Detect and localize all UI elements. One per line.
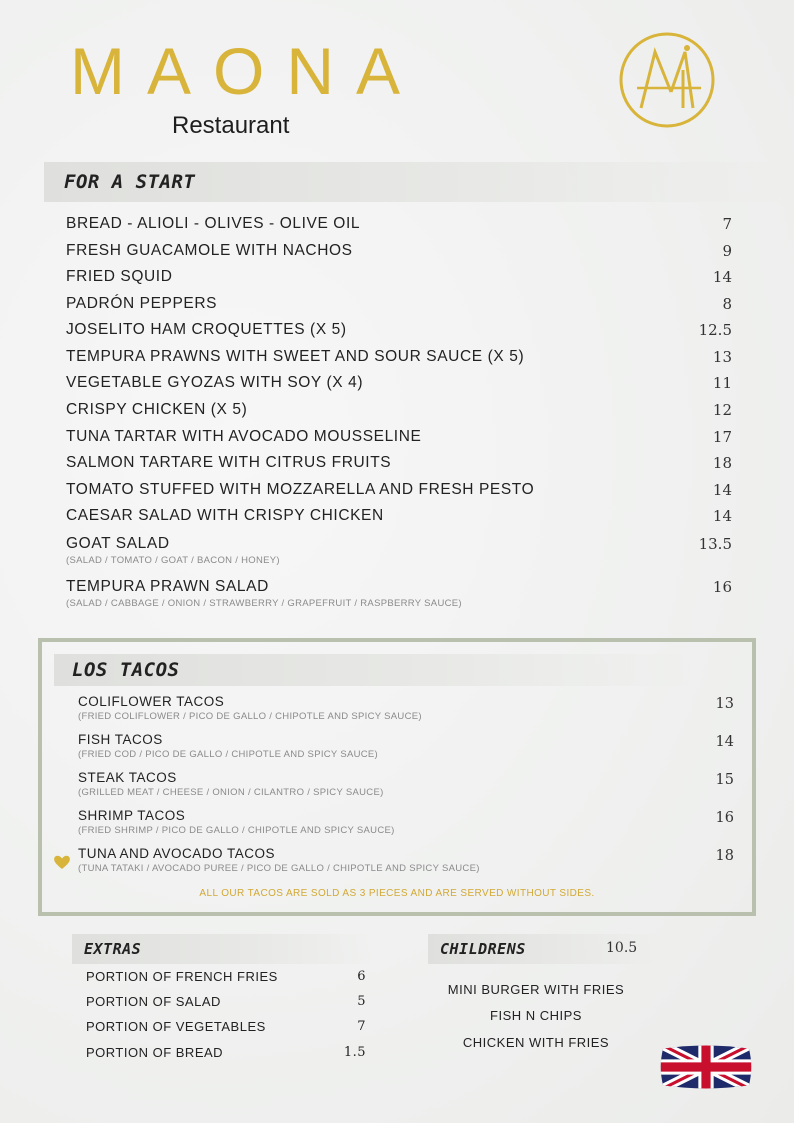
item-name: FRESH GUACAMOLE WITH NACHOS [66, 242, 353, 259]
item-name: CAESAR SALAD WITH CRISPY CHICKEN [66, 507, 384, 524]
childrens-price: 10.5 [606, 940, 638, 956]
menu-item [66, 348, 732, 366]
item-price: 13 [712, 348, 732, 366]
menu-item [66, 401, 732, 419]
taco-item [78, 770, 734, 798]
item-name: PORTION OF BREAD [86, 1045, 224, 1060]
item-price: 16 [712, 578, 732, 596]
item-name: VEGETABLE GYOZAS WITH SOY (X 4) [66, 374, 364, 391]
item-name: FISH TACOS [78, 732, 163, 747]
item-description: (GRILLED MEAT / CHEESE / ONION / CILANTRO / SPICY SAUCE) [78, 787, 384, 798]
section-title: CHILDRENS [440, 940, 526, 958]
extra-item [86, 994, 366, 1009]
item-name: PORTION OF VEGETABLES [86, 1019, 266, 1034]
menu-item [66, 321, 732, 339]
item-name: FRIED SQUID [66, 268, 173, 285]
item-name: TOMATO STUFFED WITH MOZZARELLA AND FRESH PESTO [66, 481, 535, 498]
item-price: 11 [712, 374, 732, 392]
item-price: 14 [712, 268, 732, 286]
menu-item [66, 481, 732, 499]
menu-item [66, 535, 732, 566]
item-price: 12.5 [698, 321, 732, 339]
maona-logo-icon [617, 30, 717, 130]
section-title: LOS TACOS [72, 659, 180, 681]
item-name: TUNA AND AVOCADO TACOS [78, 846, 276, 861]
taco-item [78, 694, 734, 722]
restaurant-name: MAONA [70, 34, 423, 108]
item-name: SHRIMP TACOS [78, 808, 186, 823]
item-price: 14 [712, 481, 732, 499]
item-price: 14 [712, 507, 732, 525]
taco-item [78, 846, 734, 874]
item-name: STEAK TACOS [78, 770, 177, 785]
item-name: PORTION OF FRENCH FRIES [86, 969, 278, 984]
menu-item [66, 454, 732, 472]
item-description: (FRIED COD / PICO DE GALLO / CHIPOTLE AND SPICY SAUCE) [78, 749, 379, 760]
kids-item: MINI BURGER WITH FRIES [447, 982, 625, 997]
section-header-start [44, 162, 784, 202]
item-description: (SALAD / TOMATO / GOAT / BACON / HONEY) [66, 555, 280, 566]
taco-item [78, 732, 734, 760]
item-price: 6 [357, 969, 366, 984]
item-price: 17 [712, 428, 732, 446]
item-description: (SALAD / CABBAGE / ONION / STRAWBERRY / GRAPEFRUIT / RASPBERRY SAUCE) [66, 598, 462, 609]
item-description: (FRIED COLIFLOWER / PICO DE GALLO / CHIPOTLE AND SPICY SAUCE) [78, 711, 422, 722]
item-description: (TUNA TATAKI / AVOCADO PUREE / PICO DE GALLO / CHIPOTLE AND SPICY SAUCE) [78, 863, 480, 874]
item-name: TEMPURA PRAWN SALAD [66, 578, 269, 595]
item-price: 16 [715, 810, 734, 826]
item-description: (FRIED SHRIMP / PICO DE GALLO / CHIPOTLE AND SPICY SAUCE) [78, 825, 395, 836]
item-price: 12 [712, 401, 732, 419]
kids-item: FISH N CHIPS [490, 1008, 582, 1023]
section-title: FOR A START [64, 171, 196, 193]
item-price: 5 [357, 994, 366, 1009]
restaurant-subtitle: Restaurant [172, 112, 290, 139]
item-name: PADRÓN PEPPERS [66, 295, 218, 312]
kids-item: CHICKEN WITH FRIES [462, 1035, 610, 1050]
menu-item [66, 215, 732, 233]
item-price: 7 [722, 215, 732, 233]
section-header-childrens [428, 934, 658, 964]
menu-item [66, 374, 732, 392]
item-name: TEMPURA PRAWNS WITH SWEET AND SOUR SAUCE (X 5) [66, 348, 525, 365]
extra-item [86, 969, 366, 984]
item-name: SALMON TARTARE WITH CITRUS FRUITS [66, 454, 392, 471]
item-price: 15 [715, 772, 734, 788]
item-name: TUNA TARTAR WITH AVOCADO MOUSSELINE [66, 428, 422, 445]
item-price: 8 [722, 295, 732, 313]
section-header-tacos [54, 654, 694, 686]
menu-item [66, 242, 732, 260]
menu-item [66, 507, 732, 525]
item-name: COLIFLOWER TACOS [78, 694, 225, 709]
item-name: CRISPY CHICKEN (X 5) [66, 401, 248, 418]
extra-item [86, 1019, 366, 1034]
item-name: PORTION OF SALAD [86, 994, 221, 1009]
item-price: 18 [712, 454, 732, 472]
tacos-note: ALL OUR TACOS ARE SOLD AS 3 PIECES AND ARE SERVED WITHOUT SIDES. [199, 888, 595, 899]
uk-flag-icon[interactable] [660, 1040, 752, 1094]
menu-item [66, 268, 732, 286]
item-name: BREAD - ALIOLI - OLIVES - OLIVE OIL [66, 215, 361, 232]
menu-item [66, 428, 732, 446]
menu-item [66, 295, 732, 313]
extra-item [86, 1045, 366, 1060]
section-header-extras [72, 934, 372, 964]
item-price: 1.5 [343, 1045, 366, 1060]
menu-item [66, 578, 732, 609]
item-price: 13.5 [698, 535, 732, 553]
item-name: JOSELITO HAM CROQUETTES (X 5) [66, 321, 347, 338]
item-name: GOAT SALAD [66, 535, 170, 552]
item-price: 9 [722, 242, 732, 260]
section-title: EXTRAS [84, 940, 142, 958]
tacos-section-box [38, 638, 756, 916]
item-price: 13 [715, 696, 734, 712]
taco-item [78, 808, 734, 836]
item-price: 14 [715, 734, 734, 750]
item-price: 7 [357, 1019, 366, 1034]
item-price: 18 [715, 848, 734, 864]
heart-icon [52, 852, 72, 872]
